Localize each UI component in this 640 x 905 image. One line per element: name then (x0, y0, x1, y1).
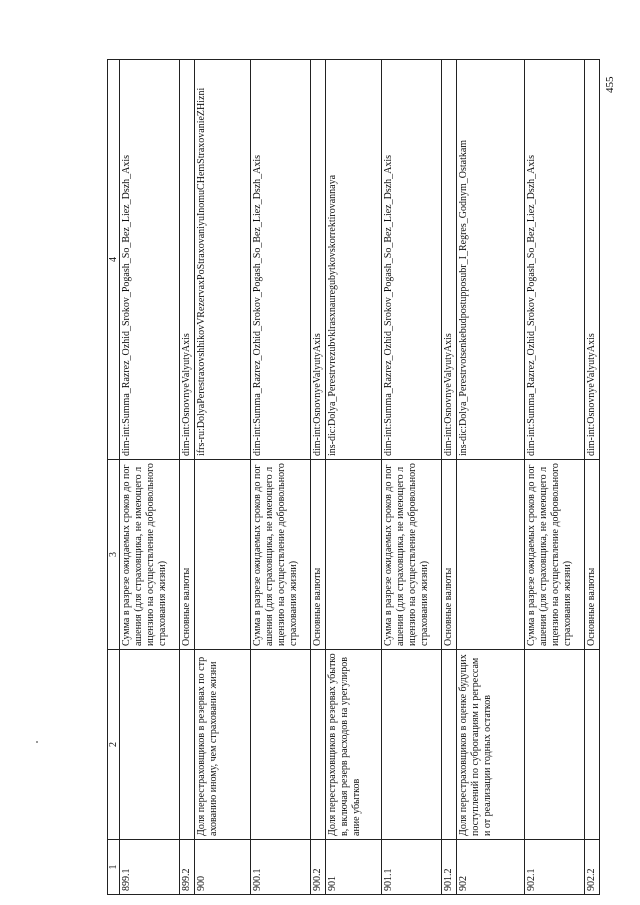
scan-artifact (36, 741, 38, 743)
row-name: Доля перестраховщиков в резервах по страхованию иному, чем страхование жизни (195, 650, 251, 840)
row-code: 900.1 (251, 840, 311, 895)
row-dimension: dim-int:OsnovnyeValyutyAxis (180, 60, 195, 460)
table-row (311, 60, 326, 895)
row-name (382, 650, 442, 840)
table-row (120, 60, 180, 895)
row-description: Сумма в разрезе ожидаемых сроков до погашения (для страховщика, не имеющего лицензию на осуществление добровольного страхования жизни) (251, 460, 311, 650)
row-name (311, 650, 326, 840)
header-row (108, 60, 120, 895)
table-row (326, 60, 382, 895)
row-description (326, 460, 382, 650)
row-code: 900 (195, 840, 251, 895)
row-name (442, 650, 457, 840)
row-dimension: ins-dic:Dolya_Perestrvrezubvklrasxnauregubytkovskorrektirovannaya (326, 60, 382, 460)
page-number: 455 (604, 76, 616, 94)
row-description (457, 460, 525, 650)
row-code: 902.2 (585, 840, 600, 895)
row-dimension: dim-int:Summa_Razrez_Ozhid_Srokov_Pogash_So_Bez_Liez_Dszh_Axis (382, 60, 442, 460)
row-description: Основные валюты (585, 460, 600, 650)
row-code: 901.1 (382, 840, 442, 895)
row-dimension: dim-int:Summa_Razrez_Ozhid_Srokov_Pogash_So_Bez_Liez_Dszh_Axis (120, 60, 180, 460)
row-description: Сумма в разрезе ожидаемых сроков до погашения (для страховщика, не имеющего лицензию на осуществление добровольного страхования жизни) (525, 460, 585, 650)
row-description: Сумма в разрезе ожидаемых сроков до погашения (для страховщика, не имеющего лицензию на осуществление добровольного страхования жизни) (382, 460, 442, 650)
row-description (195, 460, 251, 650)
table-row (382, 60, 442, 895)
row-dimension: ifrs-ru:DolyaPerestraxovshhikovVRezervaxPoStraxovaniyuInomuCHemStraxovanieZHizni (195, 60, 251, 460)
table-row (195, 60, 251, 895)
table-row (525, 60, 585, 895)
row-code: 901 (326, 840, 382, 895)
row-name (180, 650, 195, 840)
row-dimension: dim-int:Summa_Razrez_Ozhid_Srokov_Pogash_So_Bez_Liez_Dszh_Axis (525, 60, 585, 460)
row-dimension: dim-int:OsnovnyeValyutyAxis (442, 60, 457, 460)
table-row (180, 60, 195, 895)
row-description: Основные валюты (180, 460, 195, 650)
row-description: Основные валюты (311, 460, 326, 650)
row-description: Основные валюты (442, 460, 457, 650)
table-row (585, 60, 600, 895)
header-cell: 3 (108, 460, 120, 650)
row-name (120, 650, 180, 840)
row-code: 899.1 (120, 840, 180, 895)
header-cell: 2 (108, 650, 120, 840)
header-cell: 4 (108, 60, 120, 460)
row-dimension: ins-dic:Dolya_Perestrvotsenkebudpostupposubr_I_Regres_Godnym_Ostatkam (457, 60, 525, 460)
row-dimension: dim-int:OsnovnyeValyutyAxis (311, 60, 326, 460)
header-cell: 1 (108, 840, 120, 895)
row-dimension: dim-int:Summa_Razrez_Ozhid_Srokov_Pogash_So_Bez_Liez_Dszh_Axis (251, 60, 311, 460)
row-name: Доля перестраховщиков в резервах убытков, включая резерв расходов на урегулирование убытков (326, 650, 382, 840)
row-name (585, 650, 600, 840)
row-name (525, 650, 585, 840)
row-code: 901.2 (442, 840, 457, 895)
row-name (251, 650, 311, 840)
row-description: Сумма в разрезе ожидаемых сроков до погашения (для страховщика, не имеющего лицензию на осуществление добровольного страхования жизни) (120, 460, 180, 650)
row-name: Доля перестраховщиков в оценке будущих поступлений по суброгациям и регрессам и от реализации годных остатков (457, 650, 525, 840)
rotated-table-wrapper (107, 60, 600, 895)
row-code: 902 (457, 840, 525, 895)
row-code: 902.1 (525, 840, 585, 895)
table-row (442, 60, 457, 895)
table-row (457, 60, 525, 895)
row-code: 900.2 (311, 840, 326, 895)
data-table (107, 59, 600, 895)
table-row (251, 60, 311, 895)
row-code: 899.2 (180, 840, 195, 895)
row-dimension: dim-int:OsnovnyeValyutyAxis (585, 60, 600, 460)
